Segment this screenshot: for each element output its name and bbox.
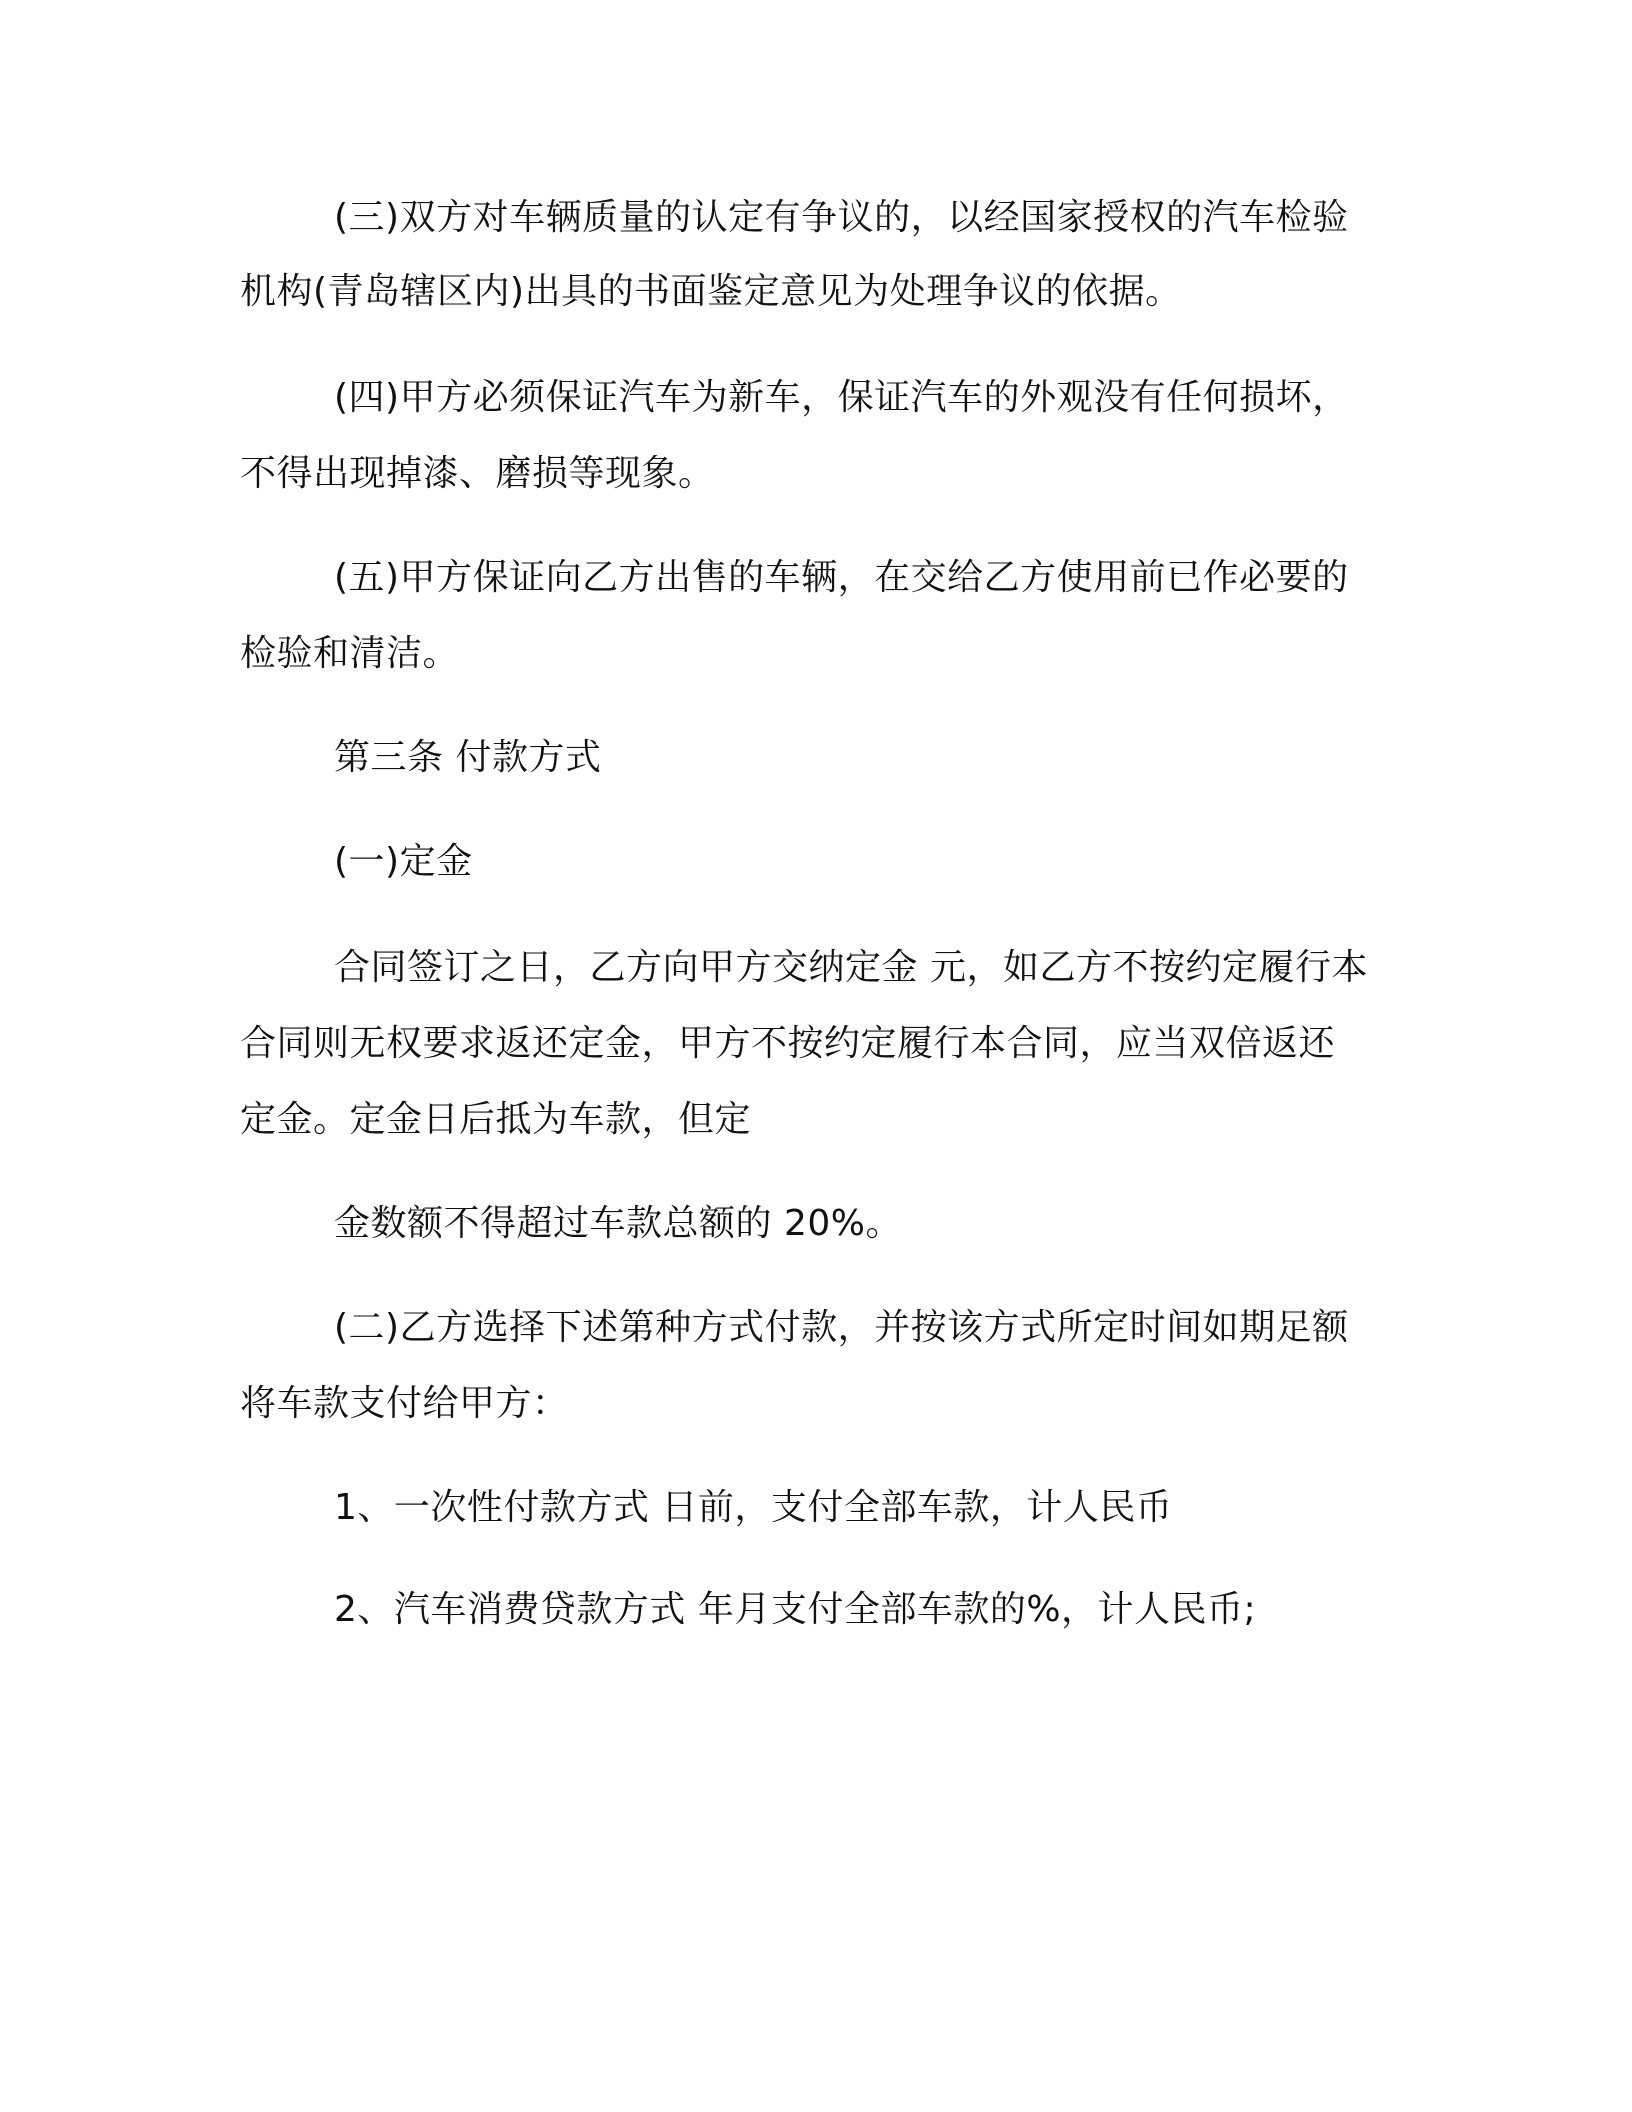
clause-3-line-1: (三)双方对车辆质量的认定有争议的，以经国家授权的汽车检验 <box>334 197 1349 238</box>
payment-option-2: 2、汽车消费贷款方式 年月支付全部车款的%，计人民币; <box>334 1589 1257 1630</box>
clause-4-line-2: 不得出现掉漆、磨损等现象。 <box>240 453 715 494</box>
deposit-paragraph-line-1: 合同签订之日，乙方向甲方交纳定金 元，如乙方不按约定履行本 <box>334 947 1368 988</box>
clause-3-line-2: 机构(青岛辖区内)出具的书面鉴定意见为处理争议的依据。 <box>240 271 1182 312</box>
deposit-heading: (一)定金 <box>334 841 473 882</box>
article-3-heading: 第三条 付款方式 <box>334 737 602 778</box>
clause-5-line-2: 检验和清洁。 <box>240 633 460 674</box>
clause-5-line-1: (五)甲方保证向乙方出售的车辆，在交给乙方使用前已作必要的 <box>334 557 1349 598</box>
clause-4-line-1: (四)甲方必须保证汽车为新车，保证汽车的外观没有任何损坏， <box>334 377 1349 418</box>
deposit-limit-line: 金数额不得超过车款总额的 20%。 <box>334 1203 902 1244</box>
payment-method-line-2: 将车款支付给甲方： <box>240 1383 569 1424</box>
payment-method-line-1: (二)乙方选择下述第种方式付款，并按该方式所定时间如期足额 <box>334 1307 1349 1348</box>
deposit-paragraph-line-2: 合同则无权要求返还定金，甲方不按约定履行本合同，应当双倍返还 <box>240 1023 1336 1064</box>
payment-option-1: 1、一次性付款方式 日前，支付全部车款，计人民币 <box>334 1487 1173 1528</box>
deposit-paragraph-line-3: 定金。定金日后抵为车款，但定 <box>240 1099 752 1140</box>
